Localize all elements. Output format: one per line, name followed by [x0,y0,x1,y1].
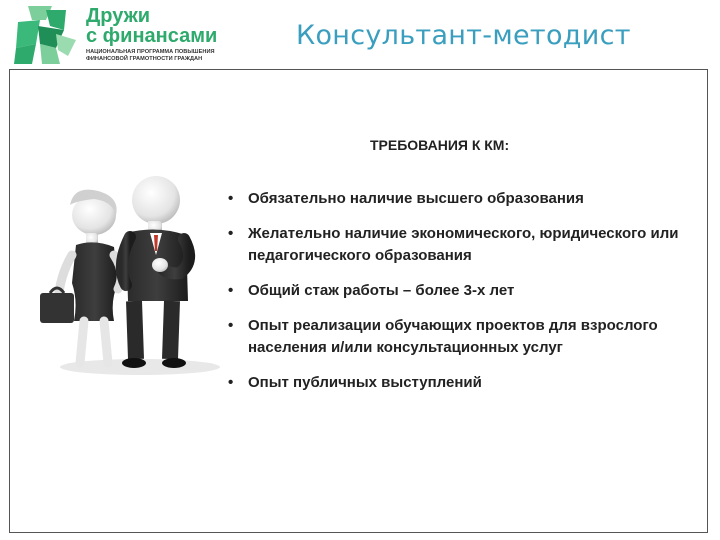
requirement-text: Опыт публичных выступлений [248,374,482,391]
logo-subtitle-line1: НАЦИОНАЛЬНАЯ ПРОГРАММА ПОВЫШЕНИЯ [86,49,215,55]
list-item [228,223,698,267]
logo-title [86,6,217,46]
bullet-icon: • [228,225,234,242]
brand-logo [10,4,250,68]
logo-subtitle-line2: ФИНАНСОВОЙ ГРАМОТНОСТИ ГРАЖДАН [86,56,203,62]
requirements-list [228,188,698,407]
bullet-icon: • [228,282,234,299]
logo-title-line2: с финансами [86,25,218,47]
list-item [228,280,698,302]
requirements-heading: ТРЕБОВАНИЯ К КМ: [370,137,510,153]
requirement-text: Опыт реализации обучающих проектов для взрослого населения и/или консультационных услуг [248,317,658,356]
bullet-icon: • [228,374,234,391]
bullet-icon: • [228,190,234,207]
list-item [228,372,698,394]
requirement-text: Обязательно наличие высшего образования [248,190,584,207]
list-item [228,188,698,210]
page-title: Консультант-методист [296,20,631,51]
running-figure-logo-icon [10,4,80,66]
requirement-text: Желательно наличие экономического, юридического или педагогического образования [248,225,679,264]
list-item [228,315,698,359]
business-couple-figures-icon [30,105,230,385]
logo-subtitle [86,49,215,63]
bullet-icon: • [228,317,234,334]
requirement-text: Общий стаж работы – более 3-х лет [248,282,515,299]
logo-title-line1: Дружи [86,5,151,27]
